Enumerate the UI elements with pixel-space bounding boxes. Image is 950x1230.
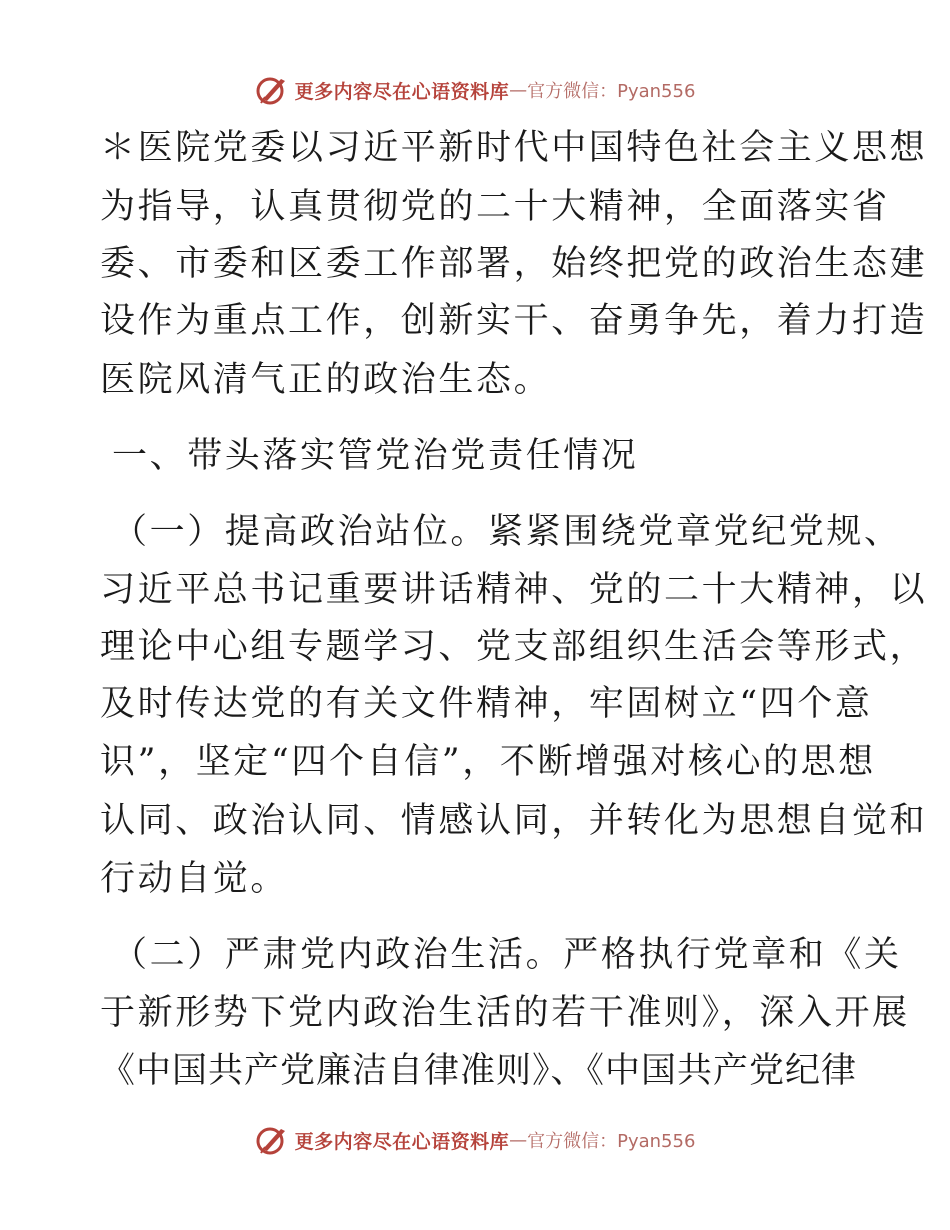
subsection-heading-line: （二）严肃党内政治生活。严格执行党章和《关 <box>112 935 902 975</box>
paragraph-line: 委、市委和区委工作部署，始终把党的政治生态建 <box>100 244 928 284</box>
paragraph-line: 识”，坚定“四个自信”，不断增强对核心的思想 <box>100 742 876 782</box>
watermark-separator: — <box>509 1129 528 1151</box>
quill-pen-logo-icon <box>255 73 289 107</box>
watermark-wechat-text: 官方微信：Pyan556 <box>527 1131 696 1152</box>
paragraph-line: 为指导，认真贯彻党的二十大精神，全面落实省 <box>100 187 890 227</box>
section-heading: 一、带头落实管党治党责任情况 <box>112 436 639 476</box>
watermark-wechat-text: 官方微信：Pyan556 <box>527 81 696 102</box>
paragraph-line: 认同、政治认同、情感认同，并转化为思想自觉和 <box>100 801 928 841</box>
watermark-banner-top <box>0 70 950 110</box>
paragraph-line: 于新形势下党内政治生活的若干准则》，深入开展 <box>100 993 910 1033</box>
paragraph-line: 行动自觉。 <box>100 859 289 899</box>
watermark-main-text: 更多内容尽在心语资料库 <box>294 80 510 103</box>
subsection-heading-line: （一）提高政治站位。紧紧围绕党章党纪党规、 <box>112 512 902 552</box>
paragraph-line: 《中国共产党廉洁自律准则》、《中国共产党纪律 <box>100 1051 858 1091</box>
paragraph-line: 设作为重点工作，创新实干、奋勇争先，着力打造 <box>100 301 928 341</box>
paragraph-line: ＊医院党委以习近平新时代中国特色社会主义思想 <box>100 128 928 168</box>
paragraph-line: 医院风清气正的政治生态。 <box>100 360 552 400</box>
watermark-main-text: 更多内容尽在心语资料库 <box>294 1130 510 1153</box>
watermark-banner-bottom <box>0 1120 950 1160</box>
watermark-separator: — <box>509 79 528 101</box>
paragraph-line: 习近平总书记重要讲话精神、党的二十大精神，以 <box>100 570 928 610</box>
paragraph-line: 及时传达党的有关文件精神，牢固树立“四个意 <box>100 684 873 724</box>
paragraph-line: 理论中心组专题学习、党支部组织生活会等形式， <box>100 627 928 667</box>
quill-pen-logo-icon <box>255 1123 289 1157</box>
